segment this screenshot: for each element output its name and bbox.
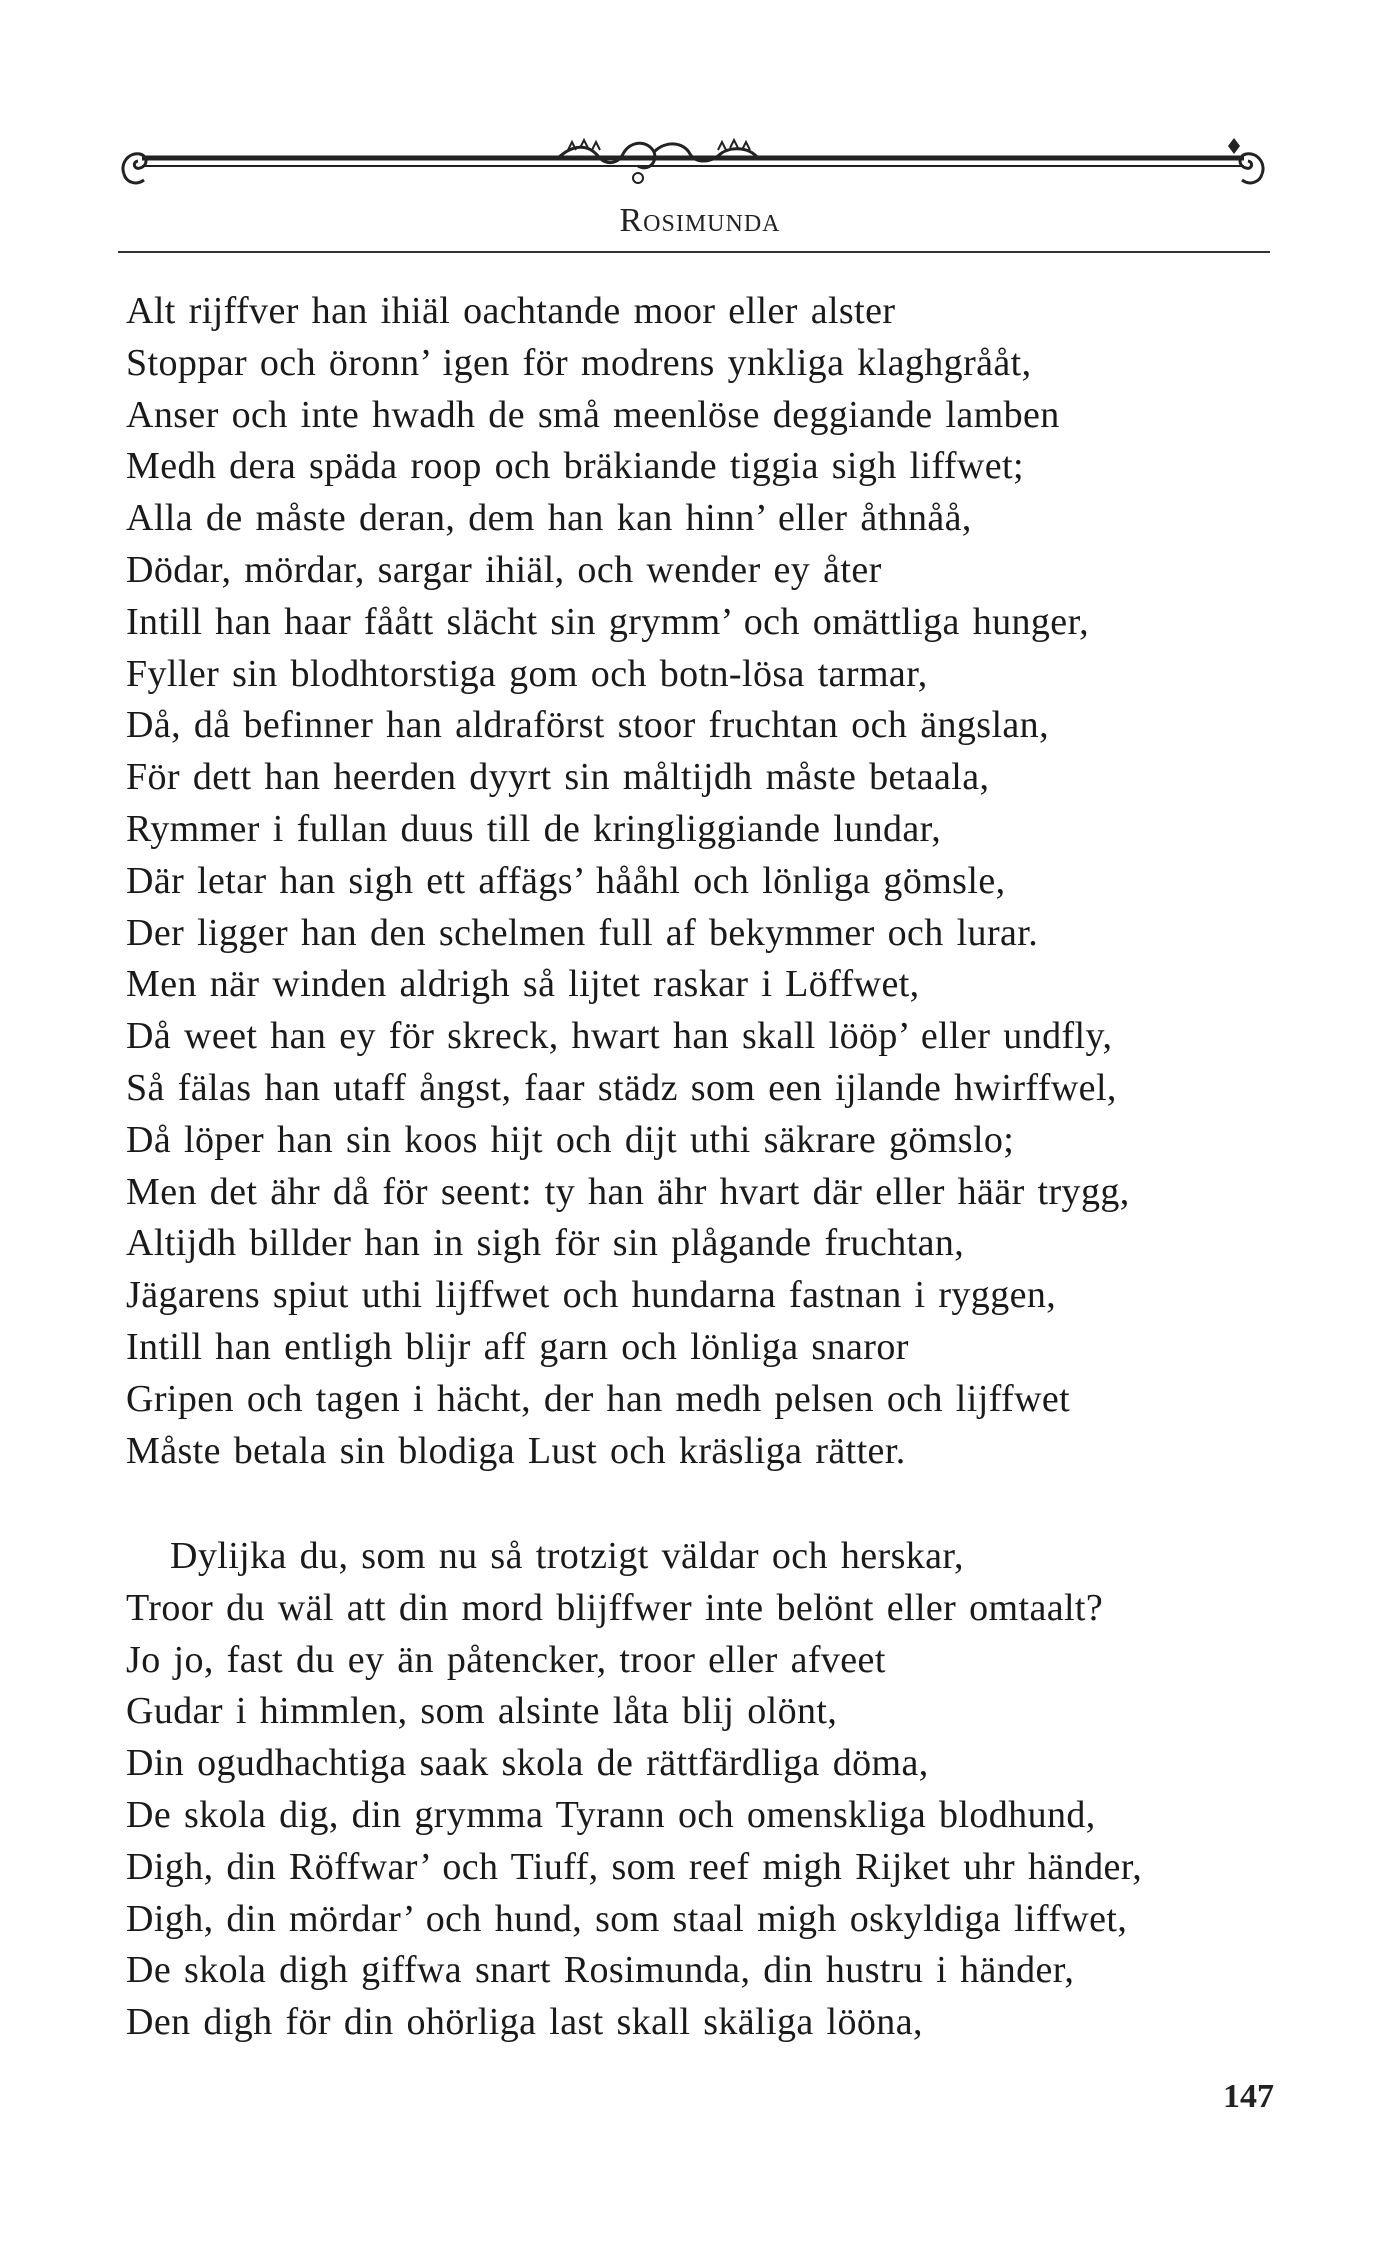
verse-line: Anser och inte hwadh de små meenlöse deggiande lamben xyxy=(126,393,1060,436)
verse-line: Gripen och tagen i hächt, der han medh pelsen och lijffwet xyxy=(126,1377,1071,1420)
verse-line: Din ogudhachtiga saak skola de rättfärdliga döma, xyxy=(126,1742,929,1785)
verse-line: Alla de måste deran, dem han kan hinn’ eller åthnåå, xyxy=(126,497,972,540)
verse-line: Intill han entligh blijr aff garn och lönliga snaror xyxy=(126,1325,909,1368)
verse-line: Måste betala sin blodiga Lust och kräsliga rätter. xyxy=(126,1429,906,1472)
stanza-1 xyxy=(126,286,1276,1477)
verse-line: Medh dera späda roop och bräkiande tiggia sigh liffwet; xyxy=(126,445,1024,488)
verse-line: Men det ähr då för seent: ty han ähr hvart där eller häär trygg, xyxy=(126,1170,1130,1213)
stanza-2 xyxy=(126,1531,1276,2049)
verse-line: Fyller sin blodhtorstiga gom och botn-lösa tarmar, xyxy=(126,652,928,695)
verse-line: Rymmer i fullan duus till de kringliggiande lundar, xyxy=(126,807,942,850)
page-number: 147 xyxy=(1223,2078,1274,2115)
running-head: Rosimunda xyxy=(619,202,781,239)
verse-line: För dett han heerden dyyrt sin måltijdh måste betaala, xyxy=(126,756,990,799)
verse-line: Digh, din Röffwar’ och Tiuff, som reef migh Rijket uhr händer, xyxy=(126,1845,1143,1888)
verse-line: Då weet han ey för skreck, hwart han skall lööp’ eller undfly, xyxy=(126,1015,1113,1058)
verse-line: Då löper han sin koos hijt och dijt uthi säkrare gömslo; xyxy=(126,1118,1015,1161)
verse-line: Gudar i himmlen, som alsinte låta blij olönt, xyxy=(126,1690,838,1733)
verse-line: Digh, din mördar’ och hund, som staal migh oskyldiga liffwet, xyxy=(126,1897,1128,1940)
verse-line: Så fälas han utaff ångst, faar städz som een ijlande hwirffwel, xyxy=(126,1066,1117,1109)
header-ornament-icon xyxy=(118,130,1268,200)
verse-line: Troor du wäl att din mord blijffwer inte belönt eller omtaalt? xyxy=(126,1586,1104,1629)
verse-line: Den digh för din ohörliga last skall skäliga lööna, xyxy=(126,2001,923,2044)
verse-line: Då, då befinner han aldraförst stoor fruchtan och ängslan, xyxy=(126,704,1049,747)
verse-line: Jägarens spiut uthi lijffwet och hundarna fastnan i ryggen, xyxy=(126,1274,1057,1317)
header-rule xyxy=(118,251,1270,253)
verse-line: Där letar han sigh ett affägs’ hååhl och lönliga gömsle, xyxy=(126,859,1006,902)
verse-line: Intill han haar fåått slächt sin grymm’ och omättliga hunger, xyxy=(126,600,1090,643)
verse-line: De skola digh giffwa snart Rosimunda, din hustru i händer, xyxy=(126,1949,1075,1992)
verse-line: Dödar, mördar, sargar ihiäl, och wender ey åter xyxy=(126,548,882,591)
verse-line: Men när winden aldrigh så lijtet raskar i Löffwet, xyxy=(126,963,920,1006)
verse-line: Stoppar och öronn’ igen för modrens ynkliga klaghgrååt, xyxy=(126,341,1032,384)
verse-line: Dylijka du, som nu så trotzigt väldar och herskar, xyxy=(170,1535,964,1577)
verse-line: Altijdh billder han in sigh för sin plågande fruchtan, xyxy=(126,1222,965,1265)
verse-line: De skola dig, din grymma Tyrann och omenskliga blodhund, xyxy=(126,1793,1096,1836)
verse-line: Alt rijffver han ihiäl oachtande moor eller alster xyxy=(126,290,896,332)
verse-line: Der ligger han den schelmen full af bekymmer och lurar. xyxy=(126,911,1039,954)
verse-line: Jo jo, fast du ey än påtencker, troor eller afveet xyxy=(126,1638,886,1681)
